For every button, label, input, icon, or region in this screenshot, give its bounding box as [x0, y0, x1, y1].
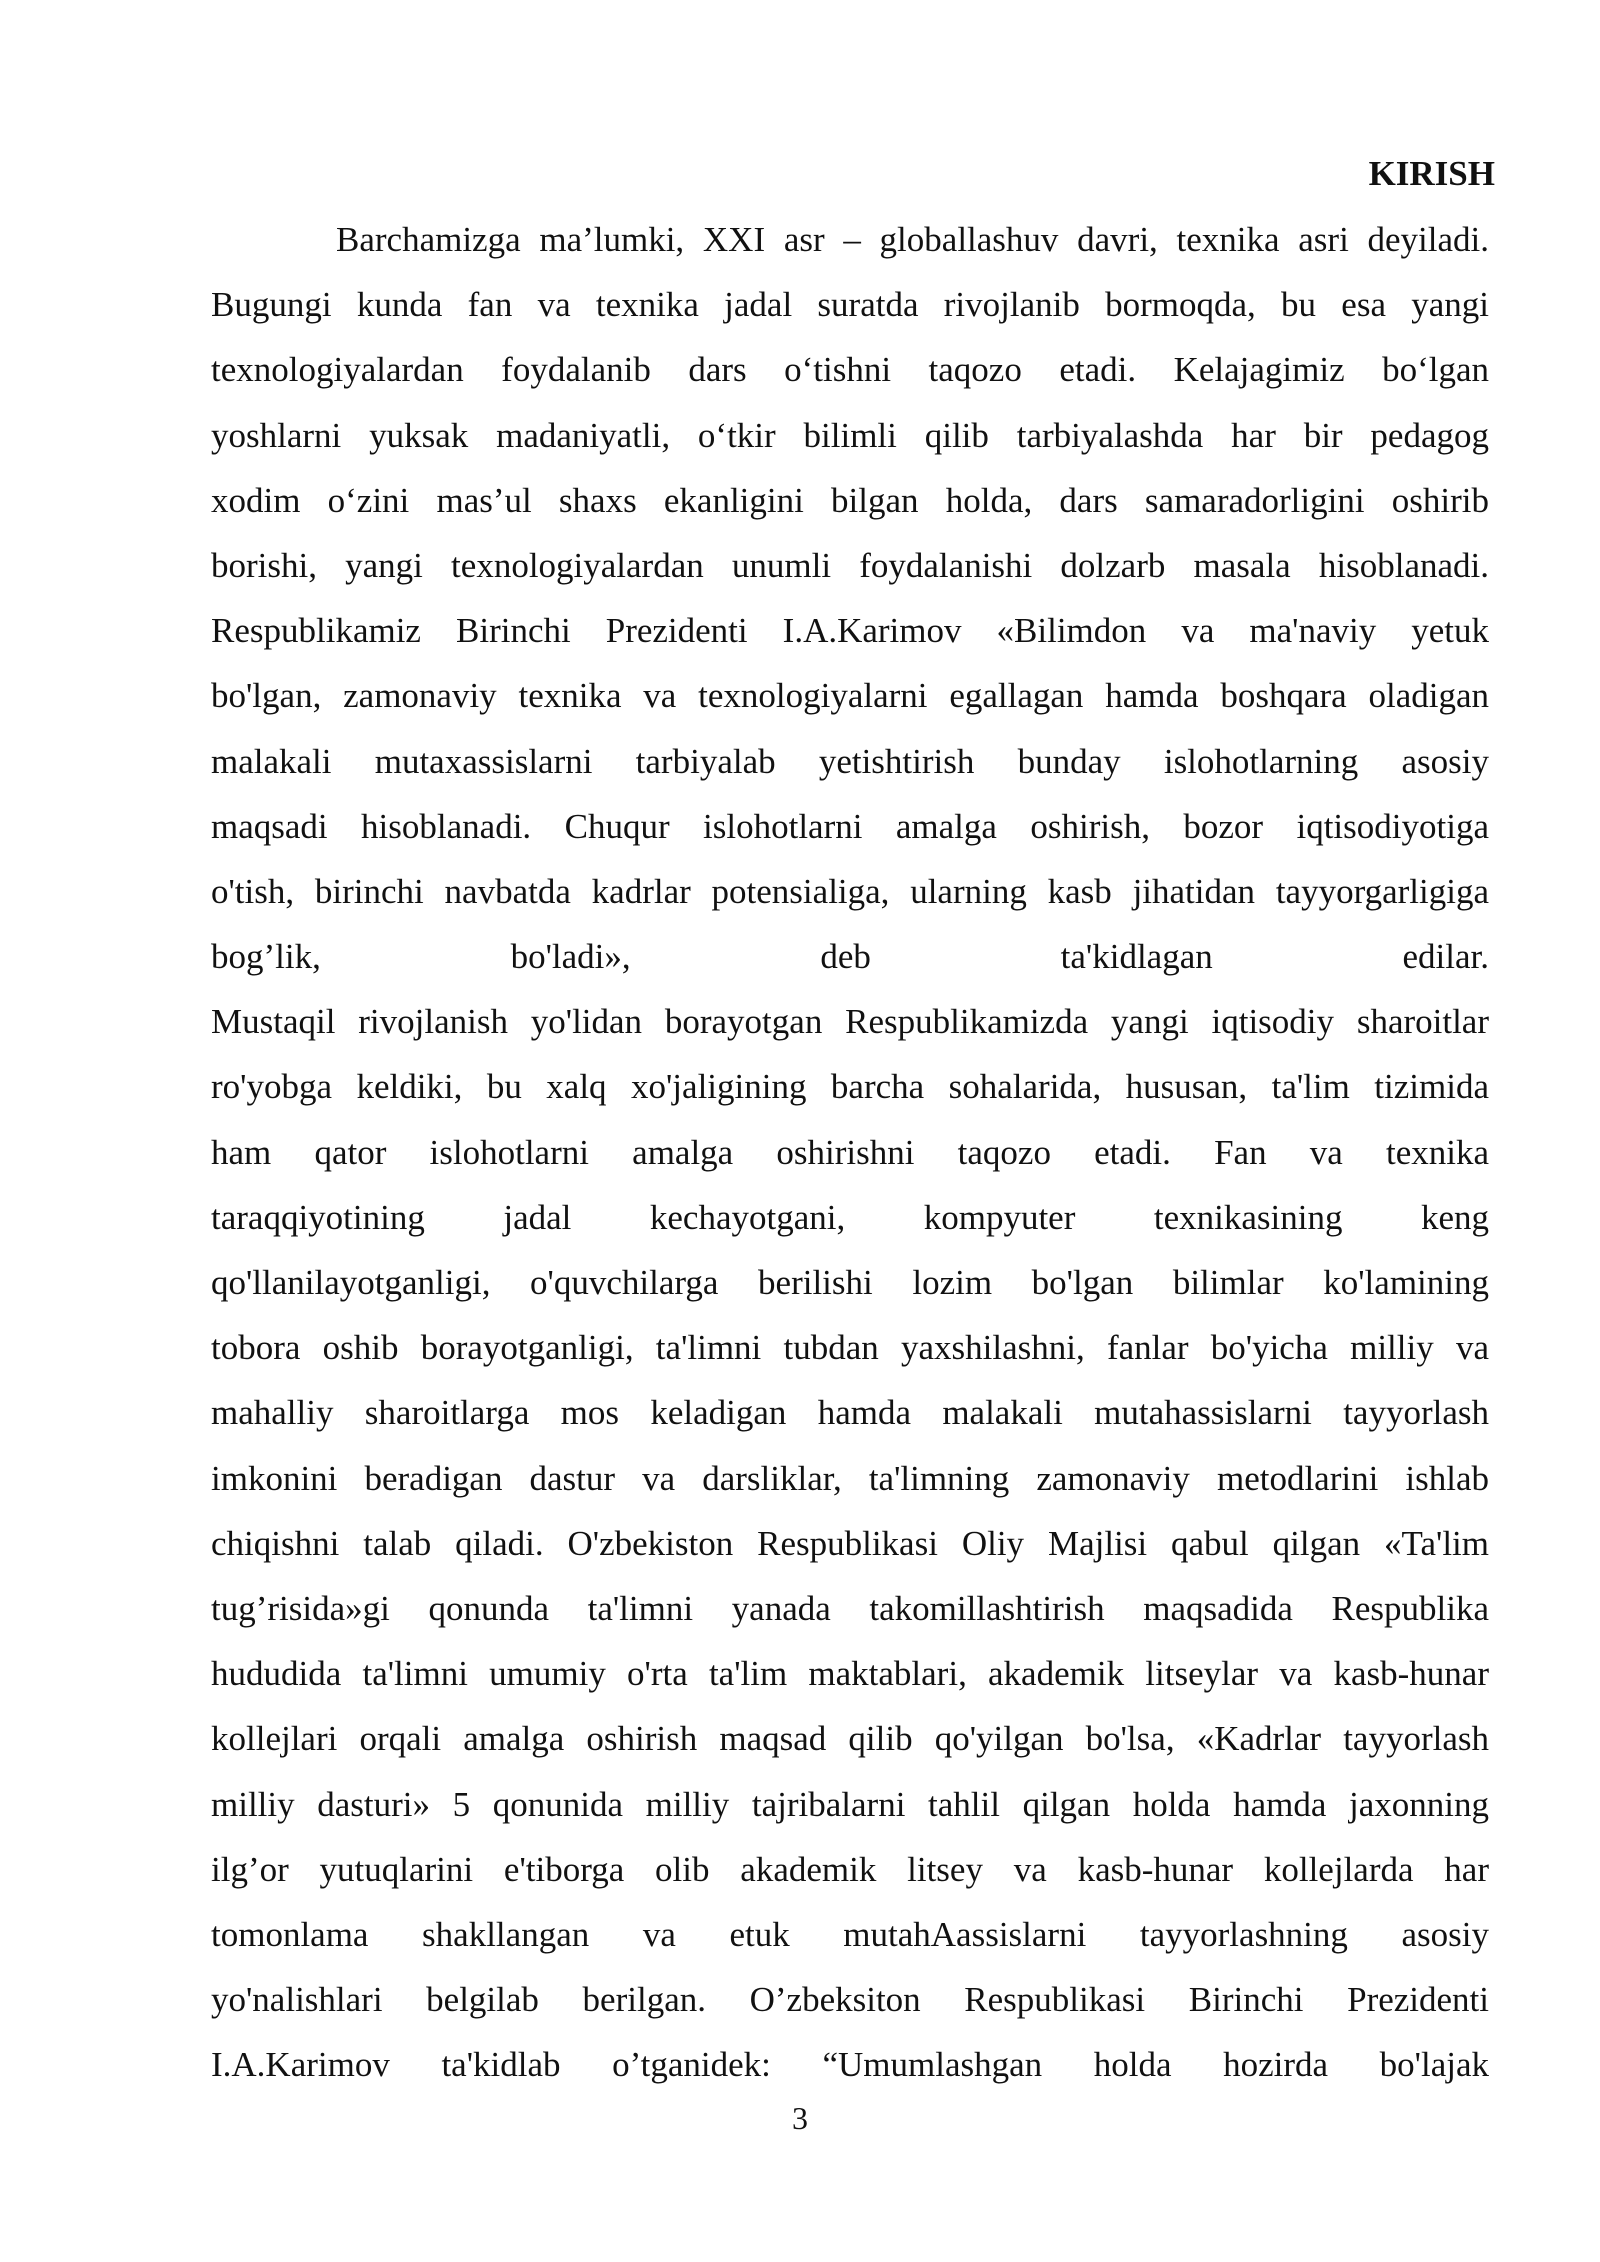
- text-line: chiqishni talab qiladi. O'zbekiston Respublikasi Oliy Majlisi qabul qilgan «Ta'lim: [211, 1523, 1489, 1563]
- text-line: I.A.Karimov ta'kidlab o’tganidek: “Umumlashgan holda hozirda bo'lajak: [211, 2045, 1489, 2085]
- text-line: maqsadi hisoblanadi. Chuqur islohotlarni amalga oshirish, bozor iqtisodiyotiga: [211, 806, 1489, 846]
- text-line: Respublikamiz Birinchi Prezidenti I.A.Karimov «Bilimdon va ma'naviy yetuk: [211, 611, 1489, 651]
- text-line: ro'yobga keldiki, bu xalq xo'jaligining barcha sohalarida, hususan, ta'lim tizimida: [211, 1067, 1489, 1107]
- text-line: texnologiyalardan foydalanib dars o‘tishni taqozo etadi. Kelajagimiz bo‘lgan: [211, 350, 1489, 390]
- body-text: [211, 215, 1489, 2105]
- text-line: bo'lgan, zamonaviy texnika va texnologiyalarni egallagan hamda boshqara oladigan: [211, 676, 1489, 716]
- page-number: 3: [792, 2100, 808, 2136]
- text-line: bog’lik, bo'ladi», deb ta'kidlagan edilar.: [211, 937, 1489, 977]
- text-line: taraqqiyotining jadal kechayotgani, kompyuter texnikasining keng: [211, 1197, 1489, 1237]
- text-line: milliy dasturi» 5 qonunida milliy tajribalarni tahlil qilgan holda hamda jaxonning: [211, 1784, 1489, 1824]
- text-line: ilg’or yutuqlarini e'tiborga olib akademik litsey va kasb-hunar kollejlarda har: [211, 1849, 1489, 1889]
- text-line: Bugungi kunda fan va texnika jadal suratda rivojlanib bormoqda, bu esa yangi: [211, 285, 1489, 325]
- text-line: malakali mutaxassislarni tarbiyalab yetishtirish bunday islohotlarning asosiy: [211, 741, 1489, 781]
- text-line: Barchamizga ma’lumki, XXI asr – globallashuv davri, texnika asri deyiladi.: [336, 220, 1489, 259]
- text-line: tobora oshib borayotganligi, ta'limni tubdan yaxshilashni, fanlar bo'yicha milliy va: [211, 1328, 1489, 1368]
- text-line: borishi, yangi texnologiyalardan unumli foydalanishi dolzarb masala hisoblanadi.: [211, 545, 1489, 585]
- text-line: imkonini beradigan dastur va darsliklar, ta'limning zamonaviy metodlarini ishlab: [211, 1458, 1489, 1498]
- section-heading: KIRISH: [1368, 154, 1495, 193]
- text-line: kollejlari orqali amalga oshirish maqsad qilib qo'yilgan bo'lsa, «Kadrlar tayyorlash: [211, 1719, 1489, 1759]
- text-line: hududida ta'limni umumiy o'rta ta'lim maktablari, akademik litseylar va kasb-hunar: [211, 1654, 1489, 1694]
- text-line: qo'llanilayotganligi, o'quvchilarga berilishi lozim bo'lgan bilimlar ko'lamining: [211, 1263, 1489, 1302]
- text-line: tug’risida»gi qonunda ta'limni yanada takomillashtirish maqsadida Respublika: [211, 1588, 1489, 1628]
- text-line: tomonlama shakllangan va etuk mutahAassislarni tayyorlashning asosiy: [211, 1914, 1489, 1954]
- text-line: yoshlarni yuksak madaniyatli, o‘tkir bilimli qilib tarbiyalashda har bir pedagog: [211, 415, 1489, 455]
- text-line: o'tish, birinchi navbatda kadrlar potensialiga, ularning kasb jihatidan tayyorgarligiga: [211, 871, 1489, 911]
- text-line: xodim o‘zini mas’ul shaxs ekanligini bilgan holda, dars samaradorligini oshirib: [211, 480, 1489, 520]
- text-line: mahalliy sharoitlarga mos keladigan hamda malakali mutahassislarni tayyorlash: [211, 1393, 1489, 1433]
- text-line: yo'nalishlari belgilab berilgan. O’zbeksiton Respublikasi Birinchi Prezidenti: [211, 1980, 1489, 2020]
- text-line: Mustaqil rivojlanish yo'lidan borayotgan Respublikamizda yangi iqtisodiy sharoitlar: [211, 1002, 1489, 1042]
- text-line: ham qator islohotlarni amalga oshirishni taqozo etadi. Fan va texnika: [211, 1132, 1489, 1172]
